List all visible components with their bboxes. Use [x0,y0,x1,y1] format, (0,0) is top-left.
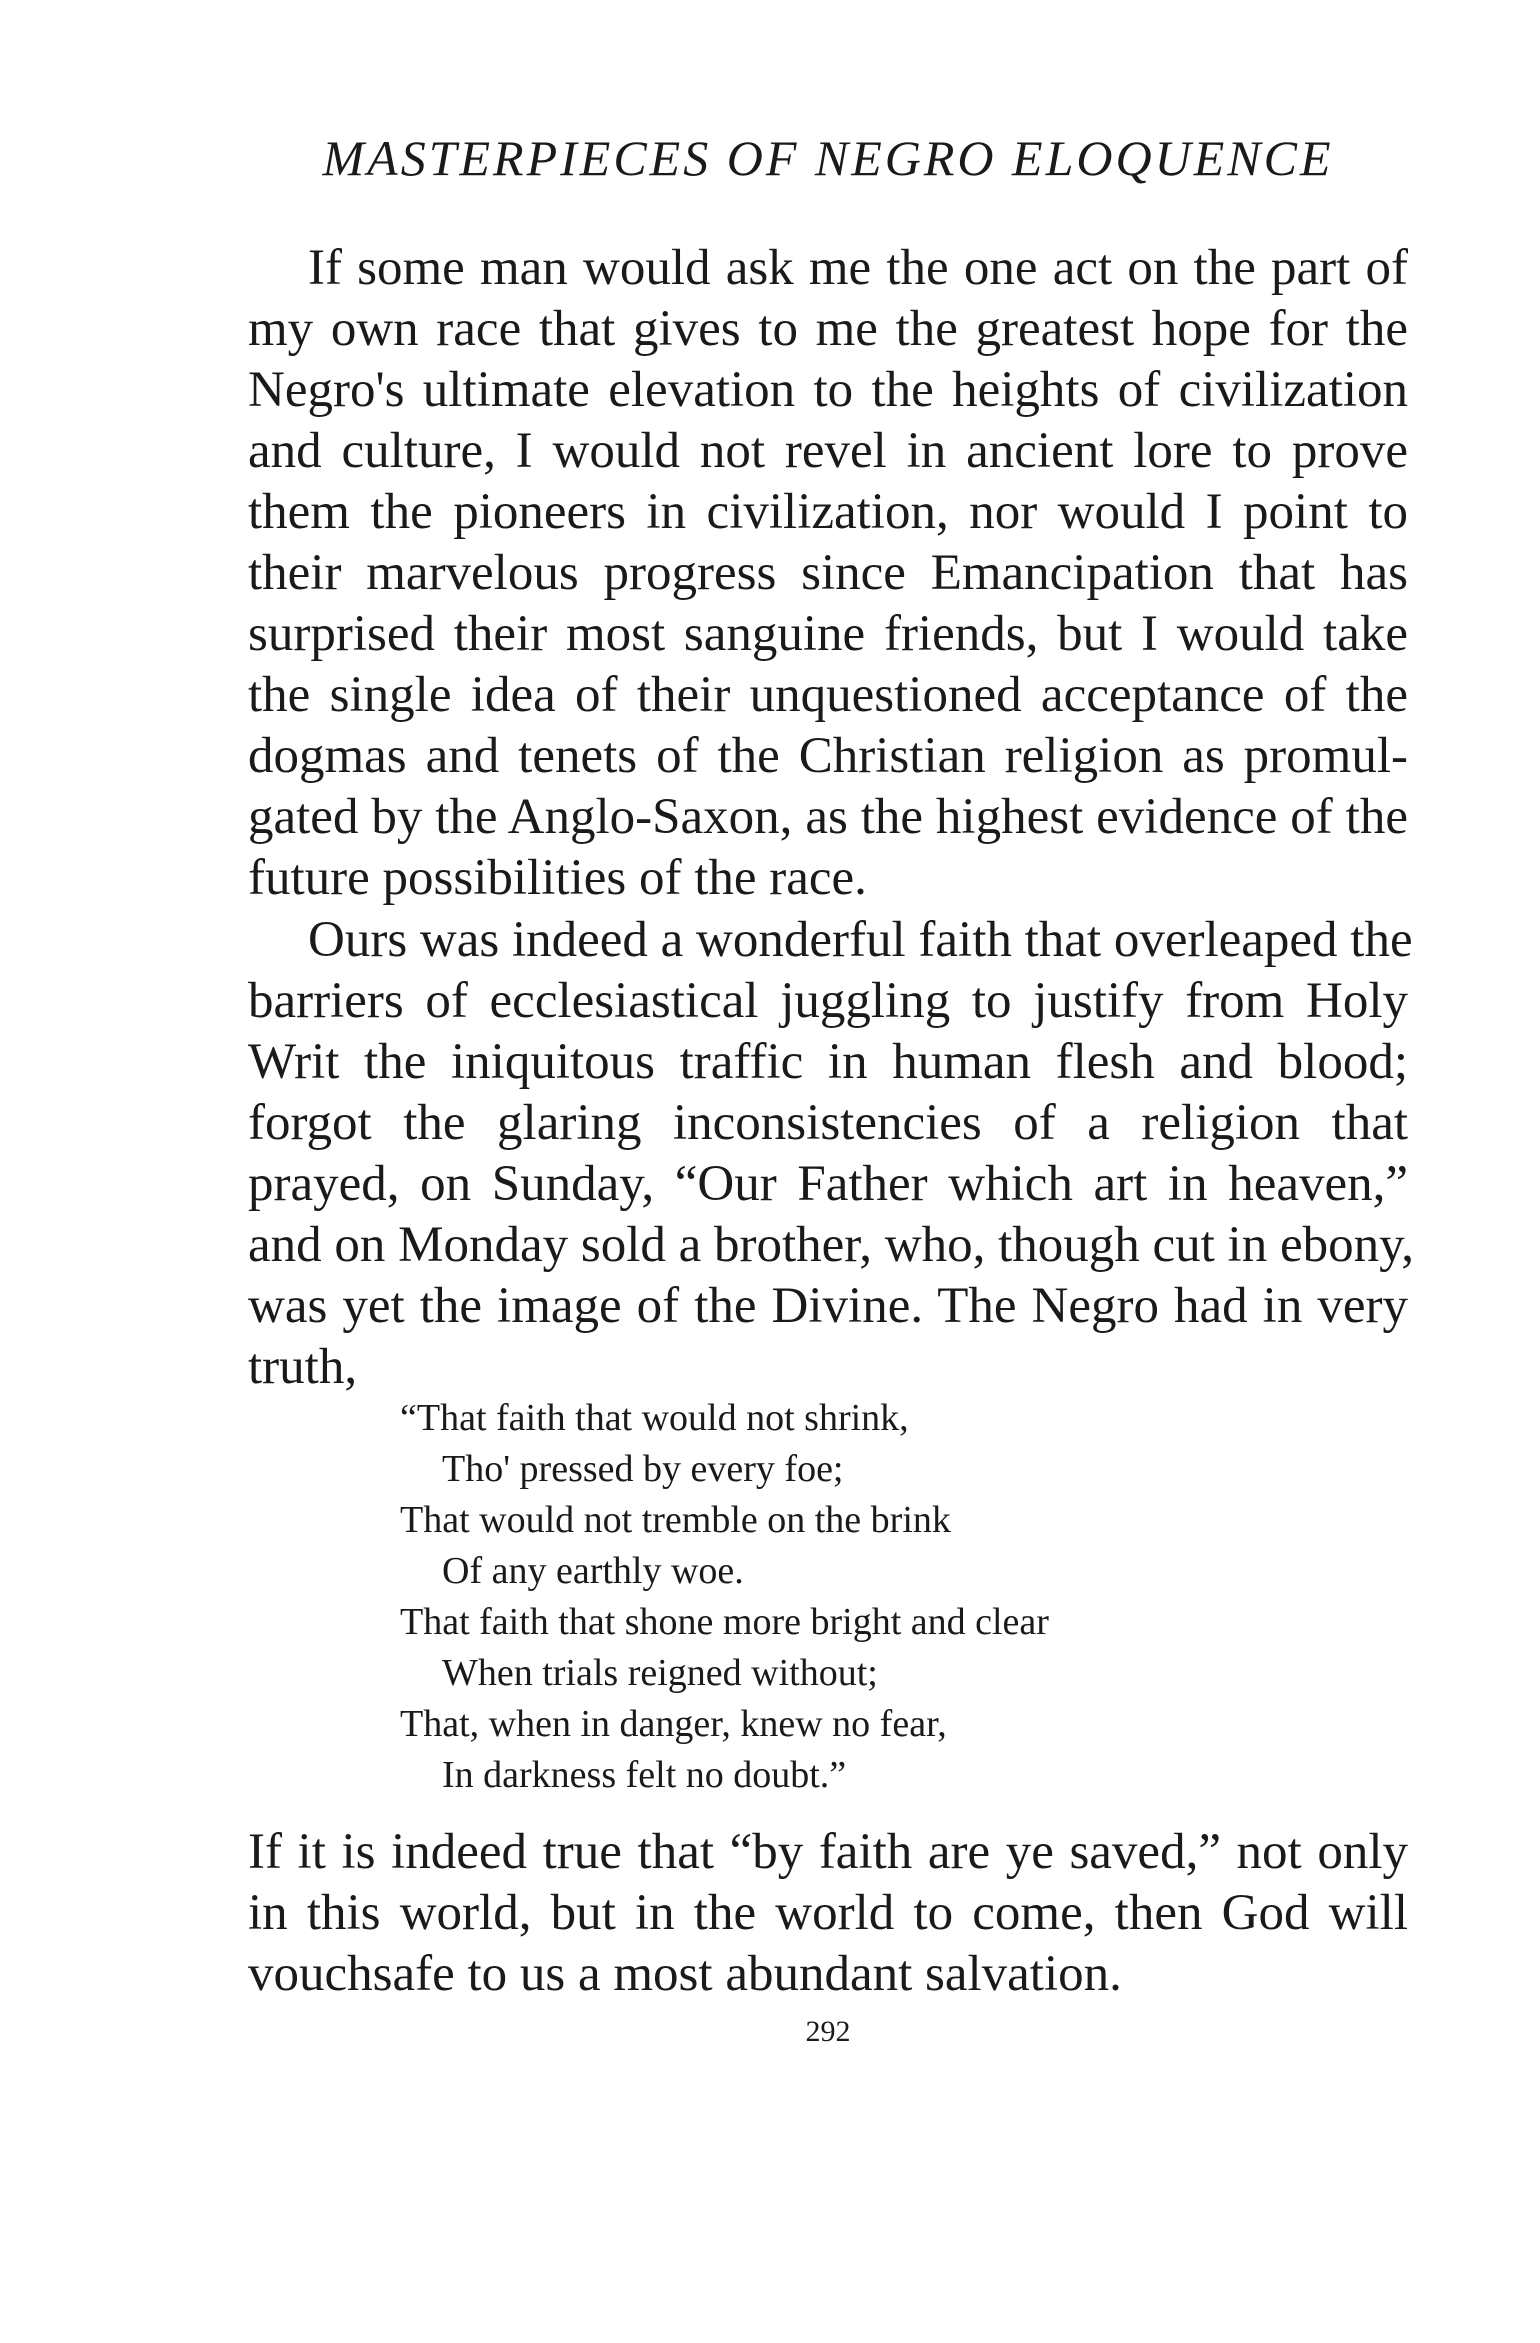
text-line: them the pioneers in civilization, nor would I point to [248,484,1408,540]
poem-line: That faith that shone more bright and clear [400,1601,1049,1643]
text-line: Writ the iniquitous traffic in human flesh and blood; [248,1034,1408,1090]
text-line: surprised their most sanguine friends, but I would take [248,606,1408,662]
text-line: gated by the Anglo-Saxon, as the highest evidence of the [248,789,1408,845]
text-line: If some man would ask me the one act on the part of [308,240,1408,296]
paragraph [248,238,1408,909]
poem-line: Tho' pressed by every foe; [442,1448,844,1490]
text-line: Negro's ultimate elevation to the heights of civilization [248,362,1408,418]
text-line: and culture, I would not revel in ancient lore to prove [248,423,1408,479]
text-line: vouchsafe to us a most abundant salvation. [248,1946,1122,2002]
text-line: truth, [248,1339,358,1395]
text-line: was yet the image of the Divine. The Negro had in very [248,1278,1408,1334]
text-line: and on Monday sold a brother, who, though cut in ebony, [248,1217,1415,1273]
paragraph [248,1822,1408,2005]
text-line: Ours was indeed a wonderful faith that overleaped the [308,912,1413,968]
text-line: their marvelous progress since Emancipation that has [248,545,1408,601]
page-number: 292 [805,2015,851,2048]
running-head: MASTERPIECES OF NEGRO ELOQUENCE [322,130,1334,186]
poem-line: “That faith that would not shrink, [400,1397,909,1439]
text-line: barriers of ecclesiastical juggling to justify from Holy [248,973,1408,1029]
poem-line: That would not tremble on the brink [400,1499,951,1541]
text-line: dogmas and tenets of the Christian religion as promul- [248,728,1408,784]
poem-line: That, when in danger, knew no fear, [400,1703,947,1745]
text-line: If it is indeed true that “by faith are ye saved,” not only [248,1824,1408,1880]
poem-quotation [400,1393,1300,1801]
text-line: the single idea of their unquestioned acceptance of the [248,667,1408,723]
text-line: in this world, but in the world to come, then God will [248,1885,1408,1941]
text-line: forgot the glaring inconsistencies of a religion that [248,1095,1408,1151]
text-line: my own race that gives to me the greatest hope for the [248,301,1408,357]
paragraph [248,910,1415,1398]
text-line: prayed, on Sunday, “Our Father which art in heaven,” [248,1156,1408,1212]
poem-line: Of any earthly woe. [442,1550,744,1592]
text-line: future possibilities of the race. [248,850,867,906]
poem-line: When trials reigned without; [442,1652,878,1694]
poem-line: In darkness felt no doubt.” [442,1754,847,1796]
